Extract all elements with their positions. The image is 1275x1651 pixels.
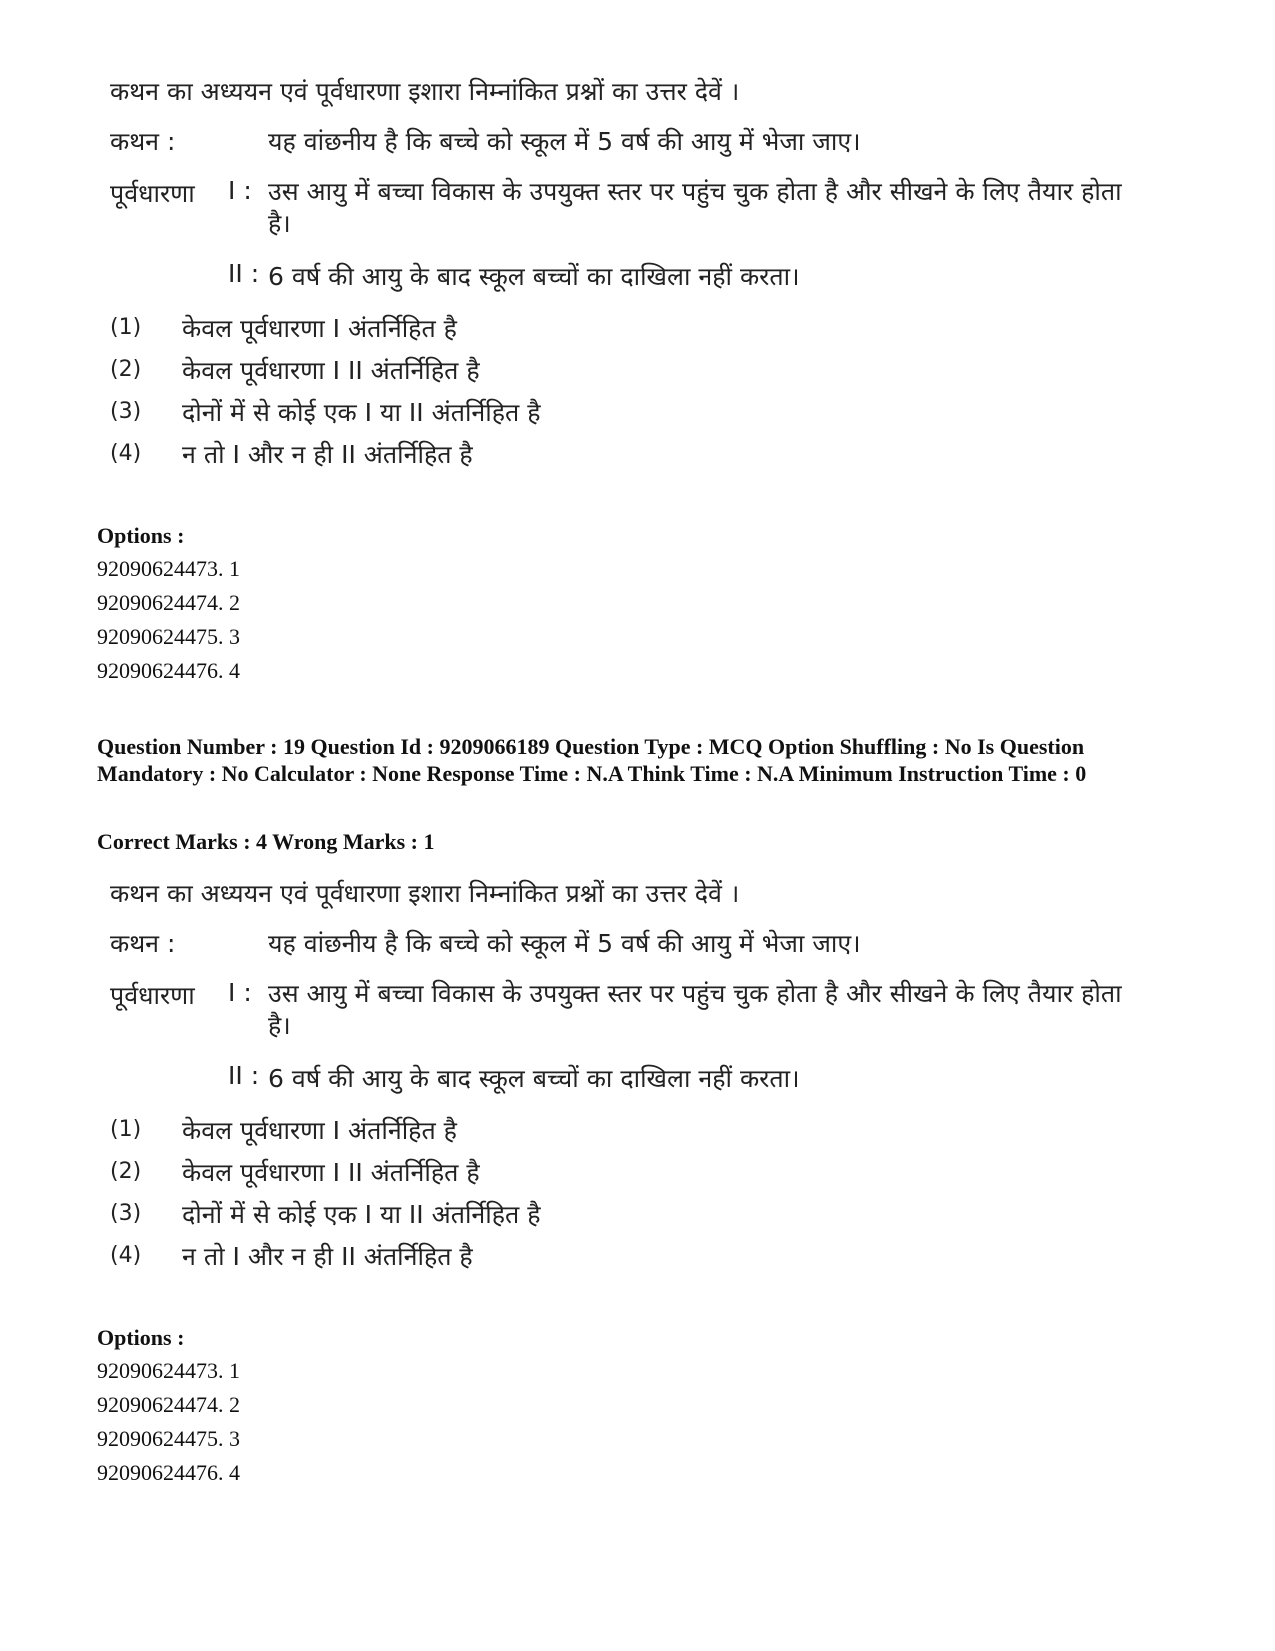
option-item: 92090624475. 3 bbox=[97, 1426, 240, 1451]
option-item: 92090624476. 4 bbox=[97, 658, 240, 683]
question-marks: Correct Marks : 4 Wrong Marks : 1 bbox=[97, 829, 435, 854]
option-item: 92090624476. 4 bbox=[97, 1460, 240, 1485]
option-item: 92090624473. 1 bbox=[97, 556, 240, 581]
choice-number: (2) bbox=[110, 1159, 142, 1184]
choice-number: (2) bbox=[110, 357, 142, 382]
statement-text: यह वांछनीय है कि बच्चे को स्कूल में 5 वर्ष की आयु में भेजा जाए। bbox=[268, 929, 861, 958]
choice-text: केवल पूर्वधारणा I अंतर्निहित है bbox=[182, 1116, 457, 1145]
assumption-1-number: I : bbox=[228, 978, 252, 1007]
assumption-1-text: उस आयु में बच्चा विकास के उपयुक्त स्तर पर पहुंच चुक होता है और सीखने के लिए तैयार होता है। bbox=[268, 177, 1122, 238]
options-heading: Options : bbox=[97, 1325, 185, 1350]
choice-number: (3) bbox=[110, 399, 142, 424]
question-block-2 bbox=[110, 874, 1130, 1294]
option-item: 92090624475. 3 bbox=[97, 624, 240, 649]
instruction-text: कथन का अध्ययन एवं पूर्वधारणा इशारा निम्नांकित प्रश्नों का उत्तर देवें । bbox=[110, 77, 740, 106]
choice-text: दोनों में से कोई एक I या II अंतर्निहित है bbox=[182, 1200, 541, 1229]
statement-label: कथन : bbox=[110, 127, 176, 156]
option-item: 92090624473. 1 bbox=[97, 1358, 240, 1383]
choice-number: (1) bbox=[110, 1117, 142, 1142]
choice-number: (3) bbox=[110, 1201, 142, 1226]
assumption-label: पूर्वधारणा bbox=[110, 981, 195, 1010]
choice-number: (4) bbox=[110, 1243, 142, 1268]
assumption-2-number: II : bbox=[228, 259, 260, 288]
question-meta: Question Number : 19 Question Id : 9209066189 Question Type : MCQ Option Shuffling : No Is Question Mandatory : No Calculator : None Response Time : N.A Think Time : N.A Minimum Instruction Time : 0 bbox=[97, 734, 1087, 786]
question-block-1 bbox=[110, 72, 1130, 492]
options-heading: Options : bbox=[97, 523, 185, 548]
choice-text: न तो I और न ही II अंतर्निहित है bbox=[182, 440, 473, 469]
assumption-2-text: 6 वर्ष की आयु के बाद स्कूल बच्चों का दाखिला नहीं करता। bbox=[268, 262, 800, 291]
choice-text: केवल पूर्वधारणा I अंतर्निहित है bbox=[182, 314, 457, 343]
option-item: 92090624474. 2 bbox=[97, 590, 240, 615]
choice-text: दोनों में से कोई एक I या II अंतर्निहित है bbox=[182, 398, 541, 427]
choice-number: (1) bbox=[110, 315, 142, 340]
assumption-1-number: I : bbox=[228, 176, 252, 205]
choice-text: केवल पूर्वधारणा I II अंतर्निहित है bbox=[182, 356, 480, 385]
option-item: 92090624474. 2 bbox=[97, 1392, 240, 1417]
statement-label: कथन : bbox=[110, 929, 176, 958]
choice-text: न तो I और न ही II अंतर्निहित है bbox=[182, 1242, 473, 1271]
assumption-label: पूर्वधारणा bbox=[110, 179, 195, 208]
assumption-2-number: II : bbox=[228, 1061, 260, 1090]
statement-text: यह वांछनीय है कि बच्चे को स्कूल में 5 वर्ष की आयु में भेजा जाए। bbox=[268, 127, 861, 156]
choice-number: (4) bbox=[110, 441, 142, 466]
assumption-2-text: 6 वर्ष की आयु के बाद स्कूल बच्चों का दाखिला नहीं करता। bbox=[268, 1064, 800, 1093]
instruction-text: कथन का अध्ययन एवं पूर्वधारणा इशारा निम्नांकित प्रश्नों का उत्तर देवें । bbox=[110, 879, 740, 908]
assumption-1-text: उस आयु में बच्चा विकास के उपयुक्त स्तर पर पहुंच चुक होता है और सीखने के लिए तैयार होता है। bbox=[268, 979, 1122, 1040]
choice-text: केवल पूर्वधारणा I II अंतर्निहित है bbox=[182, 1158, 480, 1187]
